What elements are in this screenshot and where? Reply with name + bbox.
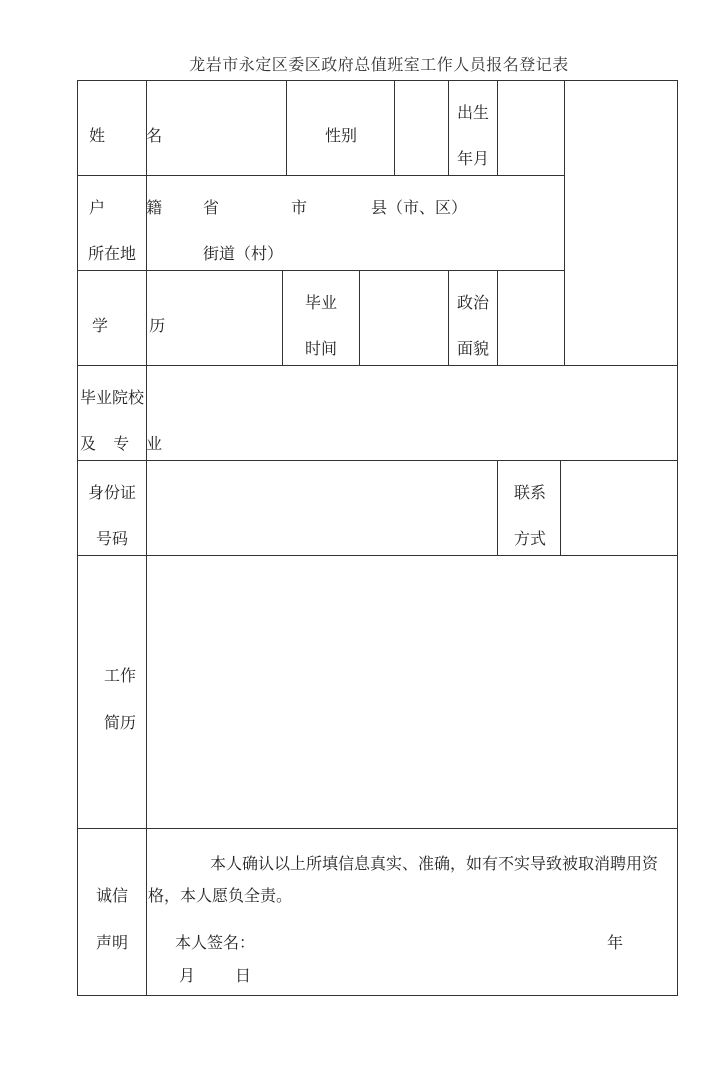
form-title: 龙岩市永定区委区政府总值班室工作人员报名登记表	[189, 55, 569, 74]
row3-divider-a	[282, 270, 283, 366]
resume-label-line1: 工作	[104, 666, 137, 685]
school-label-line1: 毕业院校	[80, 388, 145, 407]
birth-label-line1: 出生	[457, 103, 490, 122]
education-field[interactable]	[148, 272, 281, 364]
row3-divider-b	[359, 270, 360, 366]
integrity-label-line1: 诚信	[96, 886, 129, 905]
name-label: 姓 名	[89, 126, 181, 145]
resume-label-line2: 简历	[104, 713, 137, 732]
month-label: 月	[179, 966, 196, 985]
integrity-label-line2: 声明	[96, 933, 129, 952]
hukou-province: 省	[203, 198, 220, 217]
row1-divider-d	[497, 80, 498, 176]
row-divider-1	[77, 175, 565, 176]
political-label-line1: 政治	[457, 293, 490, 312]
integrity-text-line1: 本人确认以上所填信息真实、准确，如有不实导致被取消聘用资	[210, 854, 659, 873]
contact-label-line2: 方式	[514, 529, 547, 548]
row3-divider-c	[448, 270, 449, 366]
photo-column-divider	[564, 80, 565, 366]
hukou-street: 街道（村）	[203, 244, 284, 263]
contact-field[interactable]	[562, 462, 676, 554]
birth-field[interactable]	[499, 82, 563, 174]
contact-label-line1: 联系	[514, 483, 547, 502]
hukou-county: 县（市、区）	[371, 198, 468, 217]
school-label-line2: 及 专 业	[80, 434, 169, 453]
id-number-field[interactable]	[148, 462, 496, 554]
political-label-line2: 面貌	[457, 339, 490, 358]
gender-field[interactable]	[396, 82, 447, 174]
year-label: 年	[607, 933, 624, 952]
grad-time-label-line2: 时间	[305, 339, 338, 358]
political-field[interactable]	[499, 272, 563, 364]
id-label-line1: 身份证	[88, 483, 137, 502]
grad-time-field[interactable]	[361, 272, 447, 364]
table-border-top	[77, 80, 678, 81]
integrity-text-line2: 格，本人愿负全责。	[148, 886, 293, 905]
name-field[interactable]	[148, 82, 285, 174]
table-border-left	[77, 80, 78, 996]
row5-divider-b	[560, 460, 561, 556]
gender-label: 性别	[325, 126, 358, 145]
row-divider-3	[77, 365, 678, 366]
hukou-city: 市	[291, 198, 308, 217]
hukou-label-line2: 所在地	[88, 244, 137, 263]
row-divider-4	[77, 460, 678, 461]
row5-divider-a	[497, 460, 498, 556]
row3-divider-d	[497, 270, 498, 366]
resume-field[interactable]	[148, 557, 676, 827]
education-label: 学 历	[92, 316, 184, 335]
row1-divider-c	[448, 80, 449, 176]
photo-area[interactable]	[566, 82, 676, 364]
hukou-label-line1: 户 籍	[89, 198, 181, 217]
table-border-bottom	[77, 995, 678, 996]
table-border-right	[677, 80, 678, 996]
signature-label: 本人签名：	[175, 933, 256, 952]
row1-divider-a	[286, 80, 287, 176]
id-label-line2: 号码	[96, 529, 129, 548]
school-field[interactable]	[148, 367, 676, 459]
row-divider-6	[77, 828, 678, 829]
signature-field[interactable]	[252, 928, 582, 956]
row-divider-5	[77, 555, 678, 556]
day-label: 日	[235, 966, 252, 985]
grad-time-label-line1: 毕业	[305, 293, 338, 312]
row-divider-2	[77, 270, 565, 271]
birth-label-line2: 年月	[457, 149, 490, 168]
row1-divider-b	[394, 80, 395, 176]
